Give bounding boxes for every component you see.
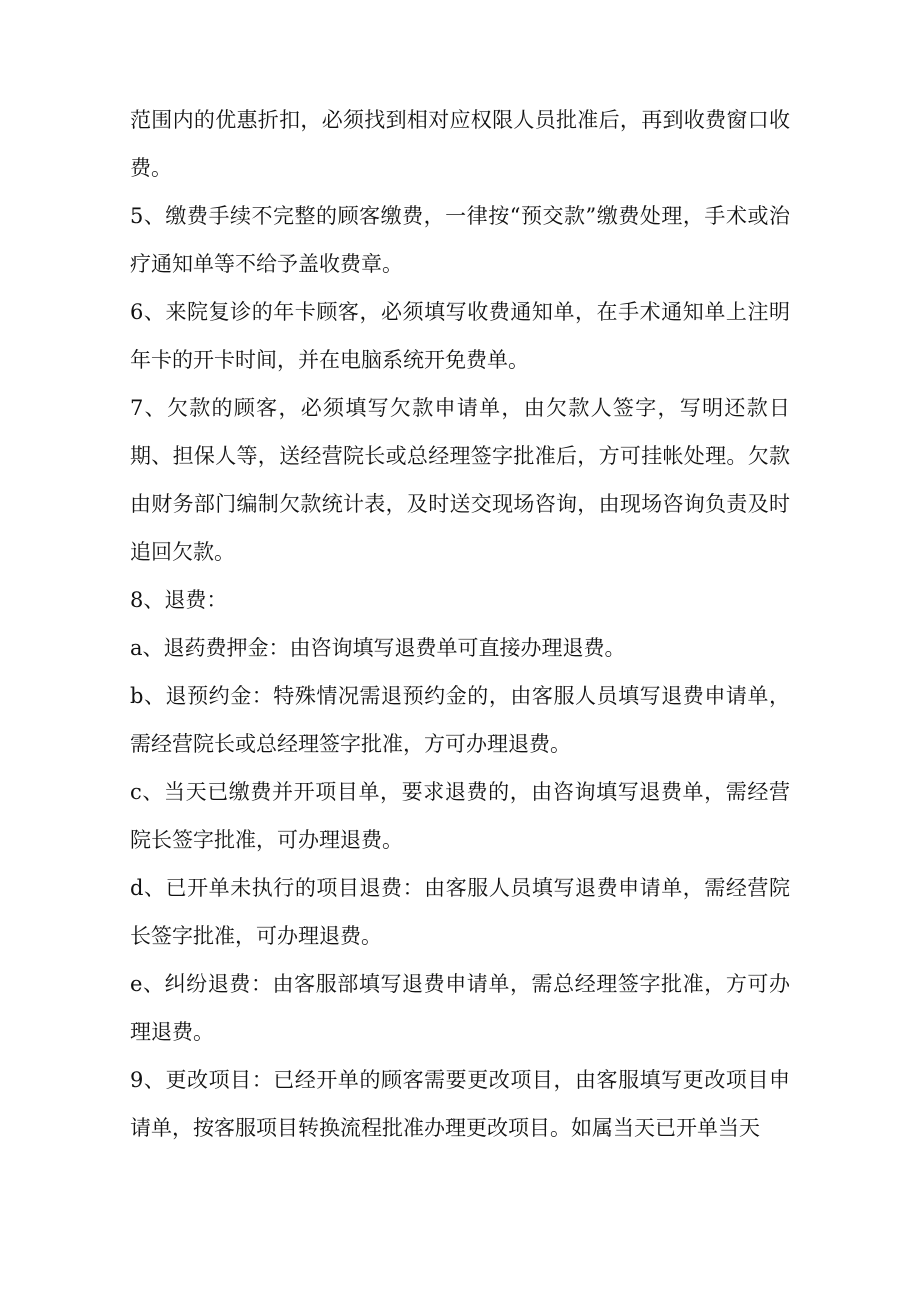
paragraph-incomplete-payment: 5、缴费手续不完整的顾客缴费，一律按“预交款”缴费处理，手术或治疗通知单等不给予盖收费章。 bbox=[130, 204, 790, 276]
document-body bbox=[130, 96, 790, 1152]
paragraph-refund-c: c、当天已缴费并开项目单，要求退费的，由咨询填写退费单，需经营院长签字批准，可办理退费。 bbox=[130, 780, 790, 852]
paragraph-refund-e: e、纠纷退费：由客服部填写退费申请单，需总经理签字批准，方可办理退费。 bbox=[130, 972, 790, 1044]
paragraph-arrears: 7、欠款的顾客，必须填写欠款申请单，由欠款人签字，写明还款日期、担保人等，送经营院长或总经理签字批准后，方可挂帐处理。欠款由财务部门编制欠款统计表，及时送交现场咨询，由现场咨询负责及时追回欠款。 bbox=[130, 396, 790, 564]
paragraph-refund-a: a、退药费押金：由咨询填写退费单可直接办理退费。 bbox=[130, 636, 626, 660]
paragraph-change-item: 9、更改项目：已经开单的顾客需要更改项目，由客服填写更改项目申请单，按客服项目转换流程批准办理更改项目。如属当天已开单当天 bbox=[130, 1068, 790, 1140]
paragraph-discount-approval: 范围内的优惠折扣，必须找到相对应权限人员批准后，再到收费窗口收费。 bbox=[130, 108, 790, 180]
paragraph-annual-card-revisit: 6、来院复诊的年卡顾客，必须填写收费通知单，在手术通知单上注明年卡的开卡时间，并在电脑系统开免费单。 bbox=[130, 300, 790, 372]
paragraph-refund-d: d、已开单未执行的项目退费：由客服人员填写退费申请单，需经营院长签字批准，可办理退费。 bbox=[130, 876, 790, 948]
paragraph-refund-heading: 8、退费： bbox=[130, 588, 228, 612]
paragraph-refund-b: b、退预约金：特殊情况需退预约金的，由客服人员填写退费申请单，需经营院长或总经理签字批准，方可办理退费。 bbox=[130, 684, 790, 756]
